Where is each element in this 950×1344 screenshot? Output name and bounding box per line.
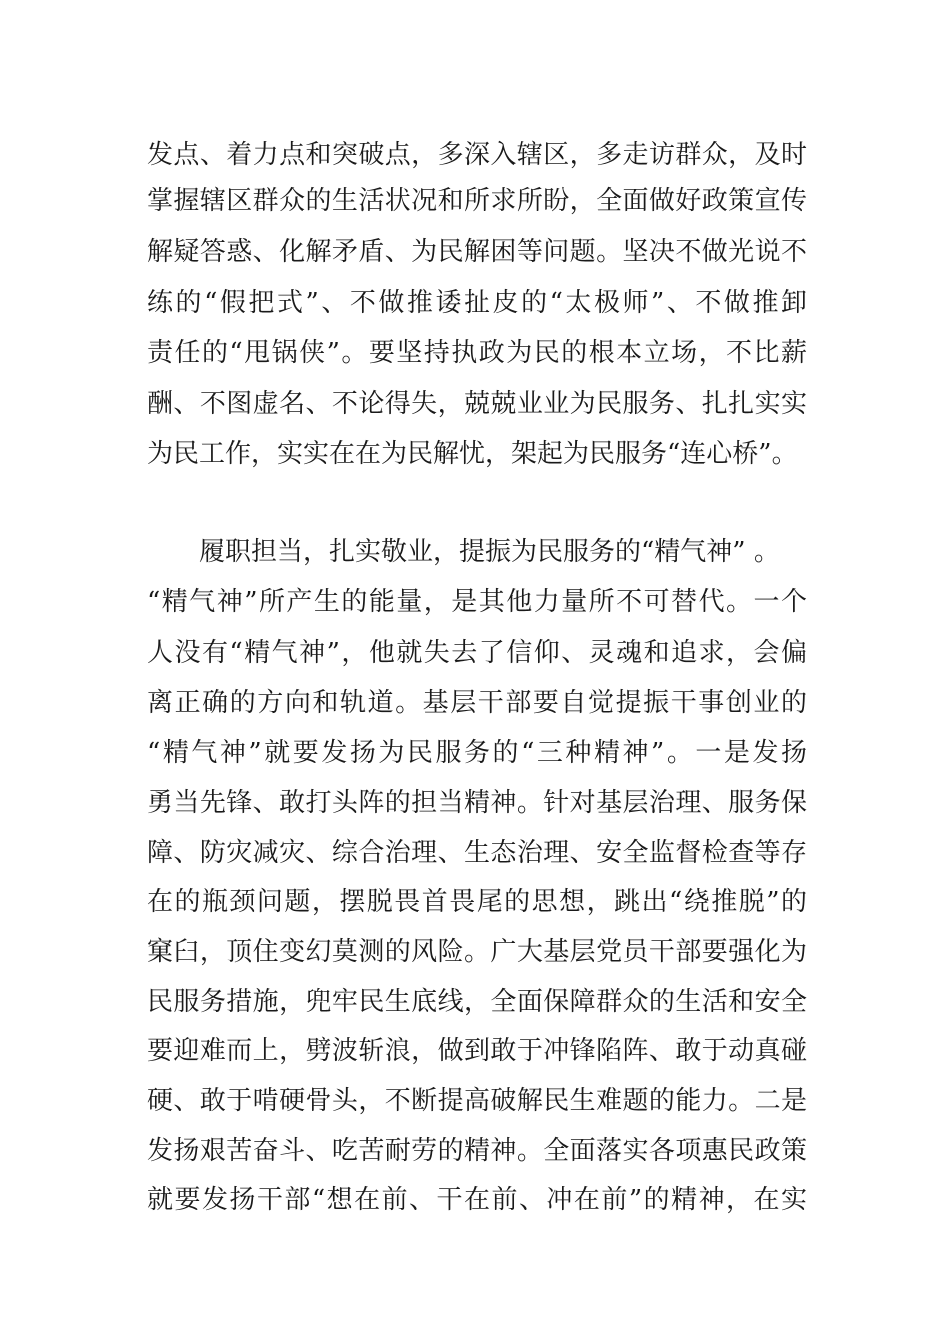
paragraph-1-line-3: 解疑答惑、化解矛盾、为民解困等问题。坚决不做光说不	[147, 237, 807, 267]
paragraph-1-line-6: 酬、不图虚名、不论得失，兢兢业业为民服务、扎扎实实	[147, 389, 807, 419]
paragraph-2-line-1: 履职担当，扎实敬业，提振为民服务的“精气神” 。	[199, 537, 780, 567]
paragraph-2-line-13: 发扬艰苦奋斗、吃苦耐劳的精神。全面落实各项惠民政策	[147, 1136, 807, 1166]
paragraph-2-line-14: 就要发扬干部“想在前、干在前、冲在前”的精神，在实	[147, 1185, 807, 1215]
paragraph-2-line-5: “精气神”就要发扬为民服务的“三种精神”。一是发扬	[147, 738, 807, 768]
paragraph-2-line-9: 窠臼，顶住变幻莫测的风险。广大基层党员干部要强化为	[147, 937, 807, 967]
paragraph-2-line-7: 障、防灾减灾、综合治理、生态治理、安全监督检查等存	[147, 838, 807, 868]
paragraph-1-line-5: 责任的“甩锅侠”。要坚持执政为民的根本立场，不比薪	[147, 338, 807, 368]
paragraph-2-line-2: “精气神”所产生的能量，是其他力量所不可替代。一个	[147, 587, 807, 617]
paragraph-2-line-3: 人没有“精气神”，他就失去了信仰、灵魂和追求，会偏	[147, 638, 807, 668]
paragraph-2-line-8: 在的瓶颈问题，摆脱畏首畏尾的思想，跳出“绕推脱”的	[147, 887, 807, 917]
paragraph-1-line-2: 掌握辖区群众的生活状况和所求所盼，全面做好政策宣传	[147, 186, 807, 216]
paragraph-2-line-4: 离正确的方向和轨道。基层干部要自觉提振干事创业的	[147, 688, 807, 718]
paragraph-1-line-1: 发点、着力点和突破点，多深入辖区，多走访群众，及时	[147, 140, 807, 170]
paragraph-1-line-4: 练的“假把式”、不做推诿扯皮的“太极师”、不做推卸	[147, 288, 807, 318]
paragraph-2-line-12: 硬、敢于啃硬骨头，不断提高破解民生难题的能力。二是	[147, 1086, 807, 1116]
paragraph-2-line-6: 勇当先锋、敢打头阵的担当精神。针对基层治理、服务保	[147, 788, 807, 818]
paragraph-1-line-7: 为民工作，实实在在为民解忧，架起为民服务“连心桥”。	[147, 439, 798, 469]
paragraph-2-line-10: 民服务措施，兜牢民生底线，全面保障群众的生活和安全	[147, 987, 807, 1017]
paragraph-2-line-11: 要迎难而上，劈波斩浪，做到敢于冲锋陷阵、敢于动真碰	[147, 1036, 807, 1066]
